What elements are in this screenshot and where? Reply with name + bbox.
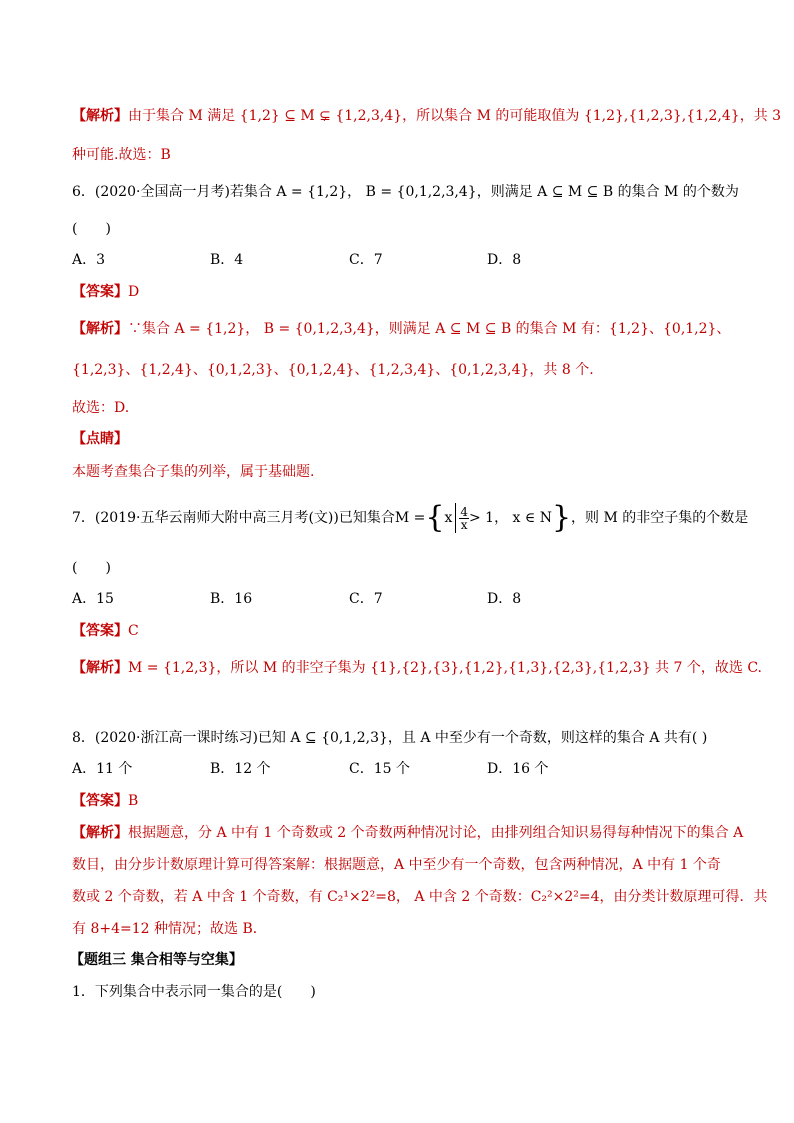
group3-q1-stem: 1．下列集合中表示同一集合的是( ) — [72, 984, 316, 1000]
answer-tag: 【答案】 — [72, 284, 128, 300]
answer-tag: 【答案】 — [72, 623, 128, 639]
q6-option-b: B．4 — [210, 252, 244, 268]
q8-option-a: A．11 个 — [72, 761, 133, 777]
q7-set-name: M = — [394, 510, 426, 526]
analysis-text: 根据题意，分 A 中有 1 个奇数或 2 个奇数两种情况讨论，由排列组合知识易得每种情况下的集合 A — [128, 825, 744, 841]
q6-conclusion: 故选：D. — [72, 400, 130, 416]
q5-analysis-line1 — [72, 107, 781, 125]
q8-analysis-line4: 有 8+4=12 种情况；故选 B． — [72, 921, 267, 937]
left-brace: { — [425, 500, 445, 535]
group3-title: 【题组三 集合相等与空集】 — [70, 952, 243, 968]
q7-answer — [72, 622, 139, 640]
q8-analysis-line1 — [72, 824, 743, 842]
analysis-text: 由于集合 M 满足 {1,2} ⊆ M ⊊ {1,2,3,4}，所以集合 M 的可能取值为 {1,2},{1,2,3},{1,2,4}，共 3 — [128, 108, 782, 124]
answer-tag: 【答案】 — [72, 793, 128, 809]
q8-analysis-line2: 数目，由分步计数原理计算可得答案解：根据题意，A 中至少有一个奇数，包含两种情况，A 中有 1 个奇 — [72, 857, 721, 873]
analysis-text: M = {1,2,3}，所以 M 的非空子集为 {1},{2},{3},{1,2},{1,3},{2,3},{1,2,3} 共 7 个，故选 C. — [128, 660, 762, 676]
q7-paren: ( ) — [72, 560, 111, 576]
q6-comment-tag: 【点睛】 — [72, 431, 128, 447]
q7-stem-prefix: 7．(2019·五华云南师大附中高三月考(文))已知集合 — [72, 510, 395, 526]
q6-analysis-line2: {1,2,3}、{1,2,4}、{0,1,2,3}、{0,1,2,4}、{1,2,3,4}、{0,1,2,3,4}，共 8 个. — [72, 362, 594, 378]
q6-stem: 6．(2020·全国高一月考)若集合 A = {1,2}， B = {0,1,2,3,4}，则满足 A ⊆ M ⊆ B 的集合 M 的个数为 — [72, 184, 739, 200]
analysis-tag: 【解析】 — [72, 321, 128, 337]
q6-paren: ( ) — [72, 221, 111, 237]
q7-frac-num: 4 — [460, 504, 468, 519]
analysis-tag: 【解析】 — [72, 660, 128, 676]
q7-option-a: A．15 — [72, 591, 114, 607]
q7-option-b: B．16 — [210, 591, 253, 607]
answer-value: D — [128, 284, 140, 300]
q6-analysis-line1 — [72, 320, 730, 338]
q7-frac-den: x — [460, 517, 468, 532]
q6-option-d: D．8 — [487, 252, 522, 268]
q7-option-d: D．8 — [487, 591, 522, 607]
q7-stem-suffix: ，则 M 的非空子集的个数是 — [571, 510, 749, 526]
q8-option-c: C．15 个 — [349, 761, 410, 777]
q8-answer — [72, 792, 138, 810]
answer-value: C — [128, 623, 139, 639]
q7-set-var: x — [444, 510, 453, 526]
q7-option-c: C．7 — [349, 591, 383, 607]
q6-option-a: A．3 — [72, 252, 106, 268]
q6-comment: 本题考查集合子集的列举，属于基础题. — [72, 464, 315, 480]
q6-option-c: C．7 — [349, 252, 383, 268]
q5-analysis-line2: 种可能.故选：B — [72, 147, 171, 163]
q8-stem: 8．(2020·浙江高一课时练习)已知 A ⊆ {0,1,2,3}，且 A 中至少有一个奇数，则这样的集合 A 共有( ) — [72, 730, 708, 746]
q6-answer — [72, 283, 139, 301]
right-brace: } — [551, 500, 572, 535]
q7-analysis — [72, 659, 762, 677]
analysis-tag: 【解析】 — [72, 108, 128, 124]
q8-option-d: D．16 个 — [487, 761, 549, 777]
q7-set-cond: > 1， x ∈ N — [469, 510, 552, 526]
set-bar — [455, 503, 456, 533]
analysis-tag: 【解析】 — [72, 825, 128, 841]
q8-option-b: B．12 个 — [210, 761, 271, 777]
q7-fraction — [459, 506, 469, 531]
analysis-text: ∵集合 A = {1,2}， B = {0,1,2,3,4}，则满足 A ⊆ M ⊆ B 的集合 M 有：{1,2}、{0,1,2}、 — [128, 321, 731, 337]
q7-stem — [72, 500, 748, 536]
answer-value: B — [128, 793, 139, 809]
q8-analysis-line3: 数或 2 个奇数，若 A 中含 1 个奇数，有 C₂¹×2²=8， A 中含 2 个奇数：C₂²×2²=4，由分类计数原理可得．共 — [72, 889, 768, 905]
